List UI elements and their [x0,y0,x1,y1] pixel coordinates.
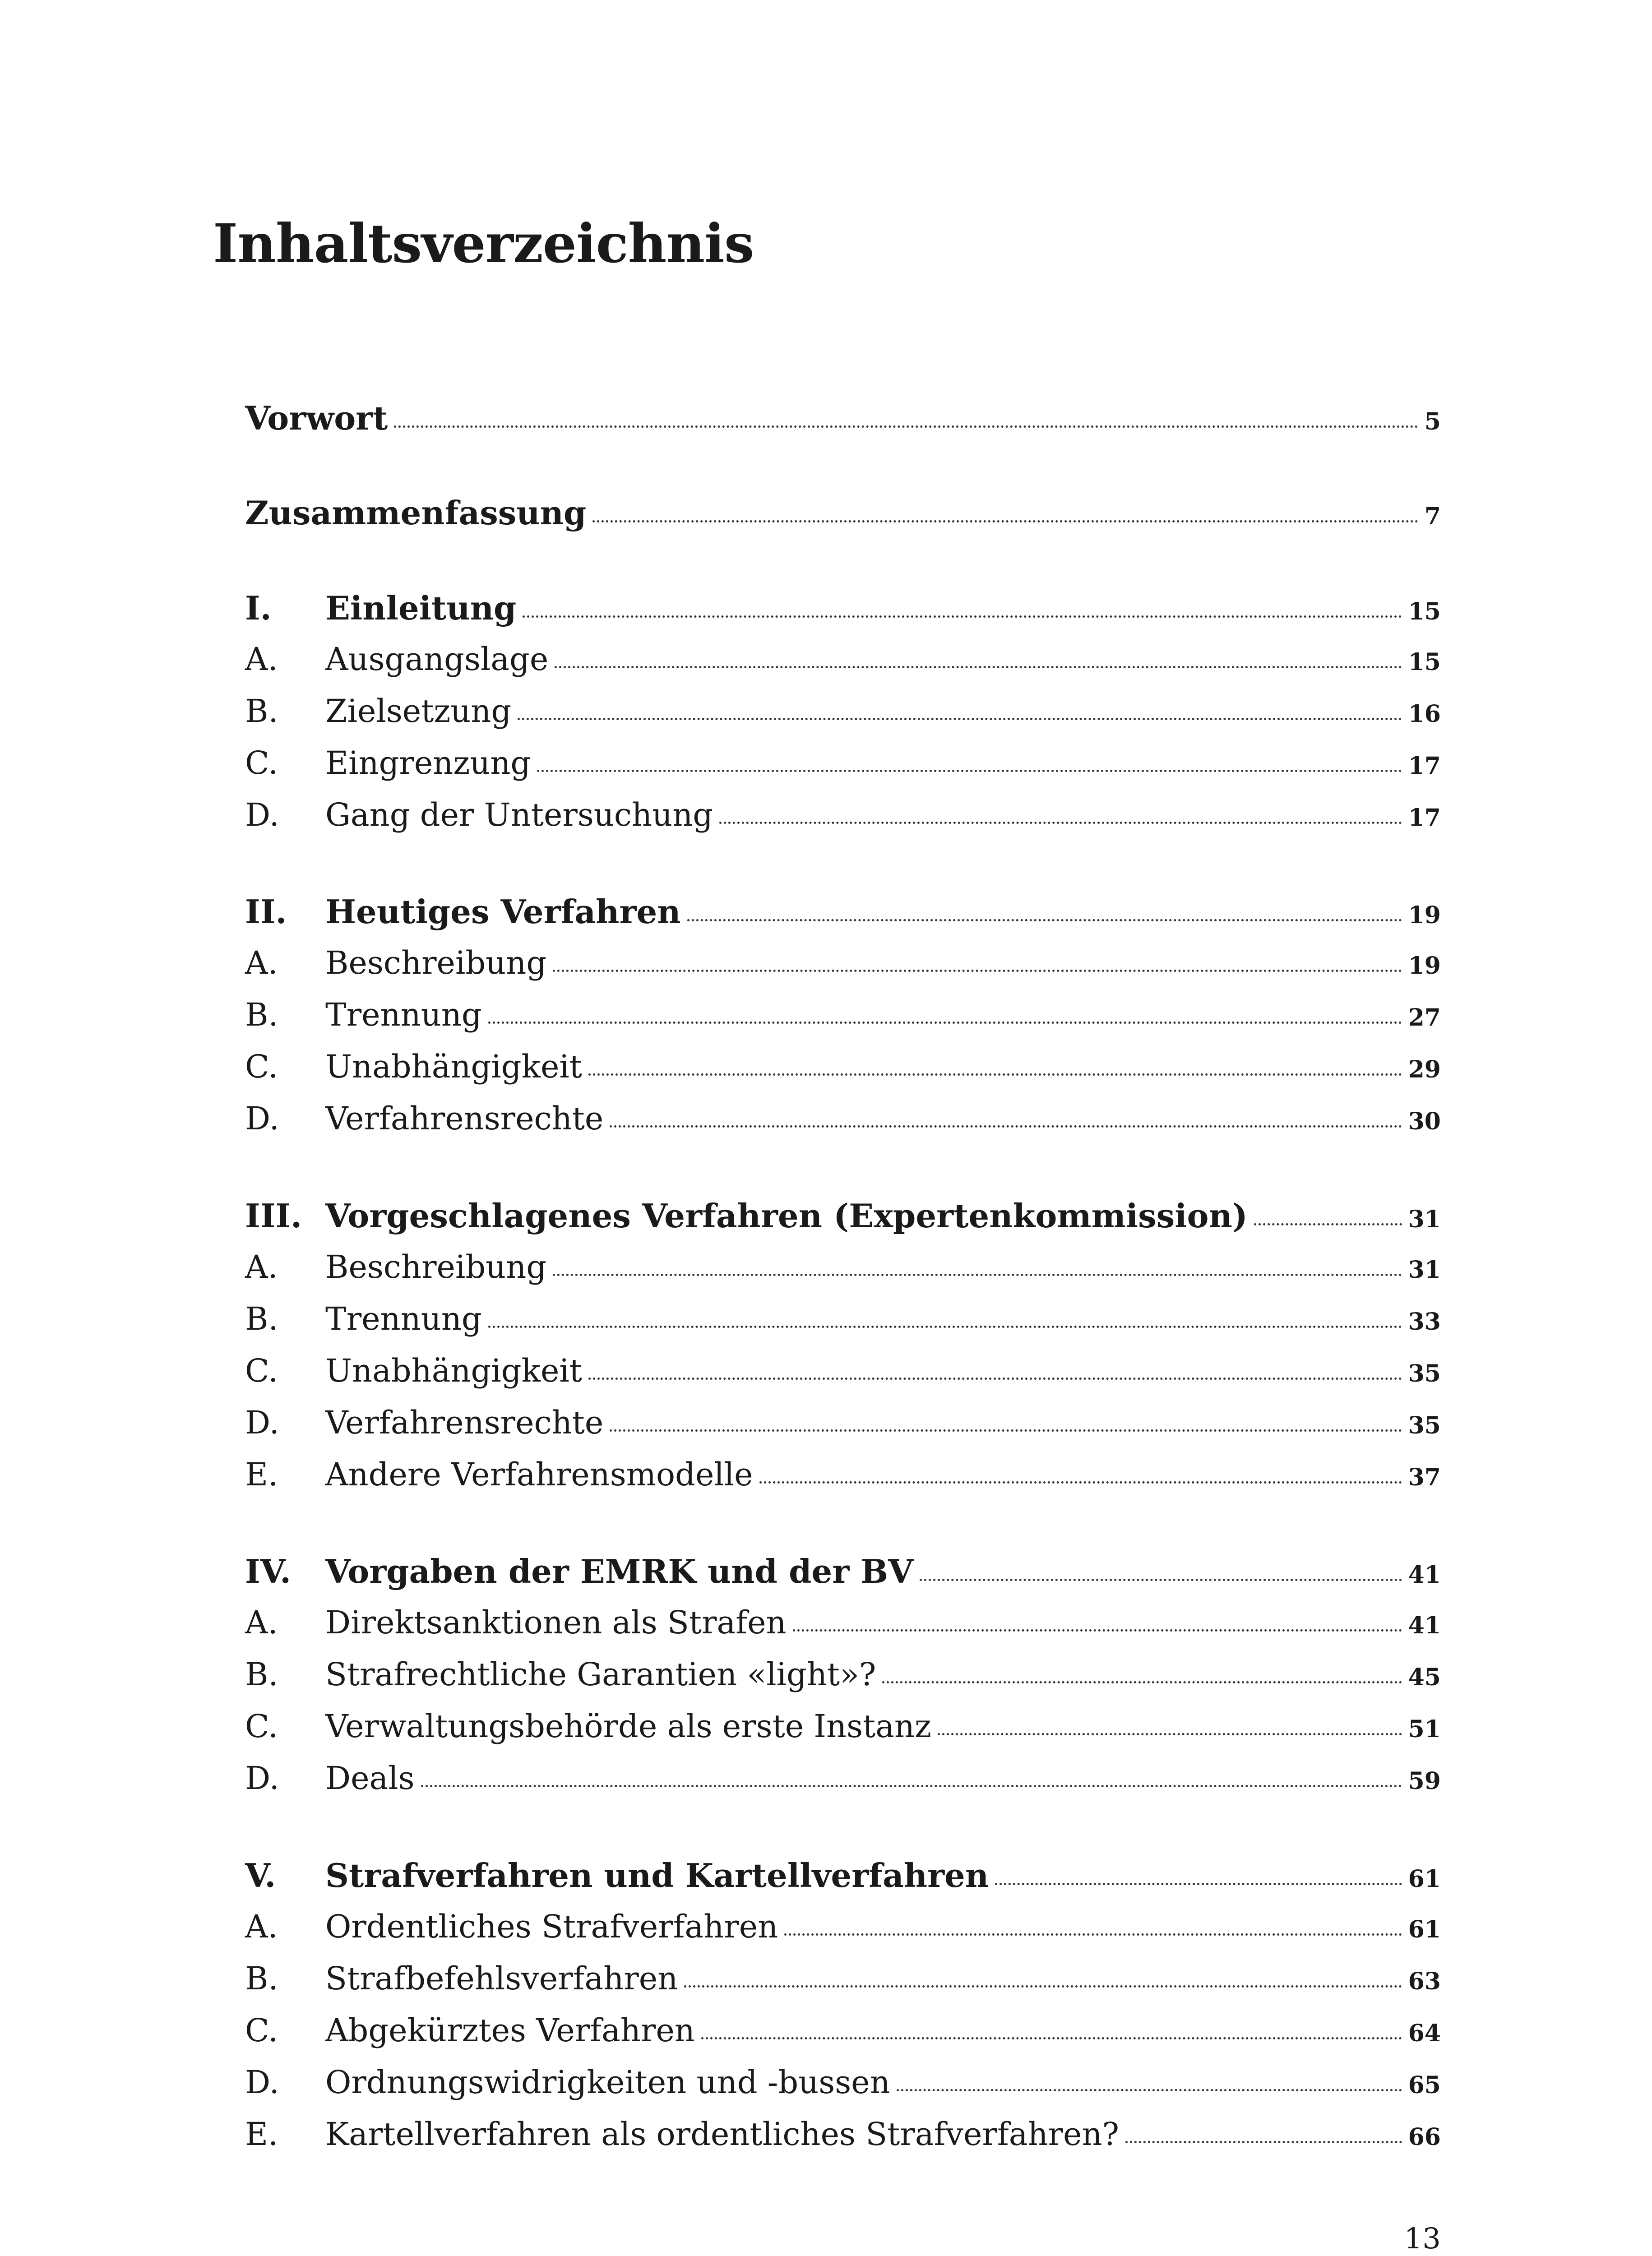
chapter-number: IV. [245,1552,292,1590]
section-letter: A. [245,1248,278,1285]
toc-section-i-c[interactable] [245,744,1441,794]
chapter-number: V. [245,1856,276,1895]
dot-leader [553,970,1402,972]
toc-page-number: 65 [1408,2071,1441,2099]
toc-entry-title: Strafbefehlsverfahren [325,1960,678,1997]
toc-page-number: 41 [1408,1561,1441,1589]
dot-leader [719,822,1402,824]
toc-entry-title: Heutiges Verfahren [325,892,681,931]
toc-page-number: 15 [1408,598,1441,625]
toc-entry-title: Ordentliches Strafverfahren [325,1908,778,1945]
dot-leader [518,718,1402,720]
toc-section-iii-e[interactable] [245,1456,1441,1506]
toc-page-number: 5 [1424,408,1441,435]
toc-section-ii-b[interactable] [245,996,1441,1046]
chapter-number: III. [245,1197,302,1235]
toc-section-iv-c[interactable] [245,1708,1441,1757]
toc-entry-title: Gang der Untersuchung [325,796,713,833]
toc-page-number: 15 [1408,648,1441,676]
toc-entry-title: Beschreibung [325,944,547,981]
toc-section-i-d[interactable] [245,796,1441,846]
dot-leader [793,1629,1402,1632]
toc-page-number: 35 [1408,1412,1441,1439]
toc-entry-title: Ausgangslage [325,641,549,678]
toc-entry-zusammenfassung[interactable] [245,494,1441,543]
toc-page-number: 45 [1408,1664,1441,1691]
dot-leader [421,1785,1402,1787]
toc-page-number: 30 [1408,1108,1441,1135]
dot-leader [920,1579,1402,1581]
toc-chapter-v[interactable] [245,1856,1441,1906]
toc-entry-title: Andere Verfahrensmodelle [325,1456,753,1493]
chapter-number: II. [245,892,287,931]
toc-entry-title: Unabhängigkeit [325,1352,582,1389]
toc-page-number: 66 [1408,2123,1441,2151]
dot-leader [759,1481,1402,1484]
section-letter: C. [245,1352,278,1389]
dot-leader [1125,2141,1402,2143]
toc-entry-title: Einleitung [325,589,517,627]
toc-page-number: 19 [1408,952,1441,980]
toc-page-number: 51 [1408,1715,1441,1743]
toc-entry-title: Verfahrensrechte [325,1100,604,1137]
dot-leader [488,1326,1402,1328]
chapter-number: I. [245,589,272,627]
toc-page-number: 16 [1408,700,1441,728]
toc-page-number: 63 [1408,1968,1441,1995]
toc-entry-vorwort[interactable] [245,399,1441,448]
toc-entry-title: Verfahrensrechte [325,1404,604,1441]
dot-leader [592,520,1418,522]
toc-section-iii-a[interactable] [245,1248,1441,1298]
section-letter: C. [245,1708,278,1745]
toc-page-number: 59 [1408,1767,1441,1795]
section-letter: D. [245,2064,279,2101]
toc-chapter-iii[interactable] [245,1197,1441,1246]
section-letter: D. [245,796,279,833]
toc-chapter-iv[interactable] [245,1552,1441,1602]
section-letter: B. [245,693,278,730]
toc-section-v-e[interactable] [245,2116,1441,2165]
section-letter: E. [245,2116,278,2153]
dot-leader [588,1073,1402,1076]
toc-section-v-d[interactable] [245,2064,1441,2113]
dot-leader [938,1733,1402,1735]
dot-leader [1254,1223,1402,1225]
section-letter: B. [245,1960,278,1997]
dot-leader [995,1883,1402,1885]
section-letter: D. [245,1404,279,1441]
dot-leader [610,1429,1402,1432]
toc-page-number: 64 [1408,2020,1441,2047]
dot-leader [553,1274,1402,1276]
toc-page-number: 33 [1408,1308,1441,1336]
dot-leader [588,1378,1402,1380]
toc-entry-title: Ordnungswidrigkeiten und -bussen [325,2064,890,2101]
toc-page-number: 31 [1408,1256,1441,1284]
toc-page-number: 31 [1408,1206,1441,1233]
dot-leader [784,1933,1402,1936]
dot-leader [523,615,1402,618]
toc-entry-title: Trennung [325,996,482,1033]
section-letter: C. [245,2012,278,2049]
dot-leader [882,1681,1402,1683]
section-letter: A. [245,1604,278,1641]
dot-leader [488,1022,1402,1024]
section-letter: B. [245,996,278,1033]
dot-leader [555,666,1402,668]
toc-entry-title: Deals [325,1760,415,1797]
toc-entry-title: Zusammenfassung [245,494,587,532]
toc-section-iii-d[interactable] [245,1404,1441,1454]
toc-section-ii-c[interactable] [245,1048,1441,1098]
toc-entry-title: Strafverfahren und Kartellverfahren [325,1856,989,1895]
section-letter: E. [245,1456,278,1493]
toc-page-number: 29 [1408,1056,1441,1083]
toc-chapter-ii[interactable] [245,892,1441,942]
page-title: Inhaltsverzeichnis [213,212,754,275]
toc-entry-title: Vorgaben der EMRK und der BV [325,1552,913,1590]
toc-page-number: 35 [1408,1360,1441,1387]
dot-leader [687,919,1402,921]
toc-entry-title: Verwaltungsbehörde als erste Instanz [325,1708,931,1745]
toc-section-iv-b[interactable] [245,1656,1441,1706]
toc-entry-title: Kartellverfahren als ordentliches Strafverfahren? [325,2116,1120,2153]
section-letter: C. [245,1048,278,1085]
toc-entry-title: Abgekürztes Verfahren [325,2012,695,2049]
toc-entry-title: Unabhängigkeit [325,1048,582,1085]
section-letter: D. [245,1100,279,1137]
section-letter: B. [245,1300,278,1337]
toc-entry-title: Strafrechtliche Garantien «light»? [325,1656,876,1693]
section-letter: A. [245,641,278,678]
dot-leader [701,2037,1402,2039]
toc-section-iv-d[interactable] [245,1760,1441,1809]
toc-chapter-i[interactable] [245,589,1441,638]
toc-section-v-b[interactable] [245,1960,1441,2010]
toc-section-ii-d[interactable] [245,1100,1441,1150]
toc-section-v-c[interactable] [245,2012,1441,2062]
dot-leader [610,1125,1402,1128]
toc-entry-title: Vorwort [245,399,388,437]
toc-page-number: 17 [1408,804,1441,832]
toc-page-number: 37 [1408,1464,1441,1491]
section-letter: A. [245,944,278,981]
toc-entry-title: Vorgeschlagenes Verfahren (Expertenkommission) [325,1197,1248,1235]
toc-section-ii-a[interactable] [245,944,1441,994]
toc-page-number: 27 [1408,1004,1441,1031]
dot-leader [684,1985,1402,1988]
toc-entry-title: Eingrenzung [325,744,531,781]
toc-entry-title: Trennung [325,1300,482,1337]
toc-page-number: 7 [1424,503,1441,530]
toc-entry-title: Direktsanktionen als Strafen [325,1604,787,1641]
toc-section-iv-a[interactable] [245,1604,1441,1654]
toc-page-number: 19 [1408,901,1441,929]
section-letter: D. [245,1760,279,1797]
page-number: 13 [1404,2222,1441,2256]
toc-section-v-a[interactable] [245,1908,1441,1958]
toc-section-iii-c[interactable] [245,1352,1441,1402]
toc-page-number: 61 [1408,1865,1441,1893]
dot-leader [394,425,1418,428]
section-letter: A. [245,1908,278,1945]
toc-page-number: 41 [1408,1612,1441,1639]
section-letter: C. [245,744,278,781]
dot-leader [537,770,1402,772]
toc-page-number: 17 [1408,752,1441,780]
toc-entry-title: Zielsetzung [325,693,512,730]
section-letter: B. [245,1656,278,1693]
toc-section-iii-b[interactable] [245,1300,1441,1350]
toc-section-i-b[interactable] [245,693,1441,742]
toc-entry-title: Beschreibung [325,1248,547,1285]
toc-section-i-a[interactable] [245,641,1441,690]
toc-page-number: 61 [1408,1916,1441,1943]
dot-leader [897,2089,1402,2091]
